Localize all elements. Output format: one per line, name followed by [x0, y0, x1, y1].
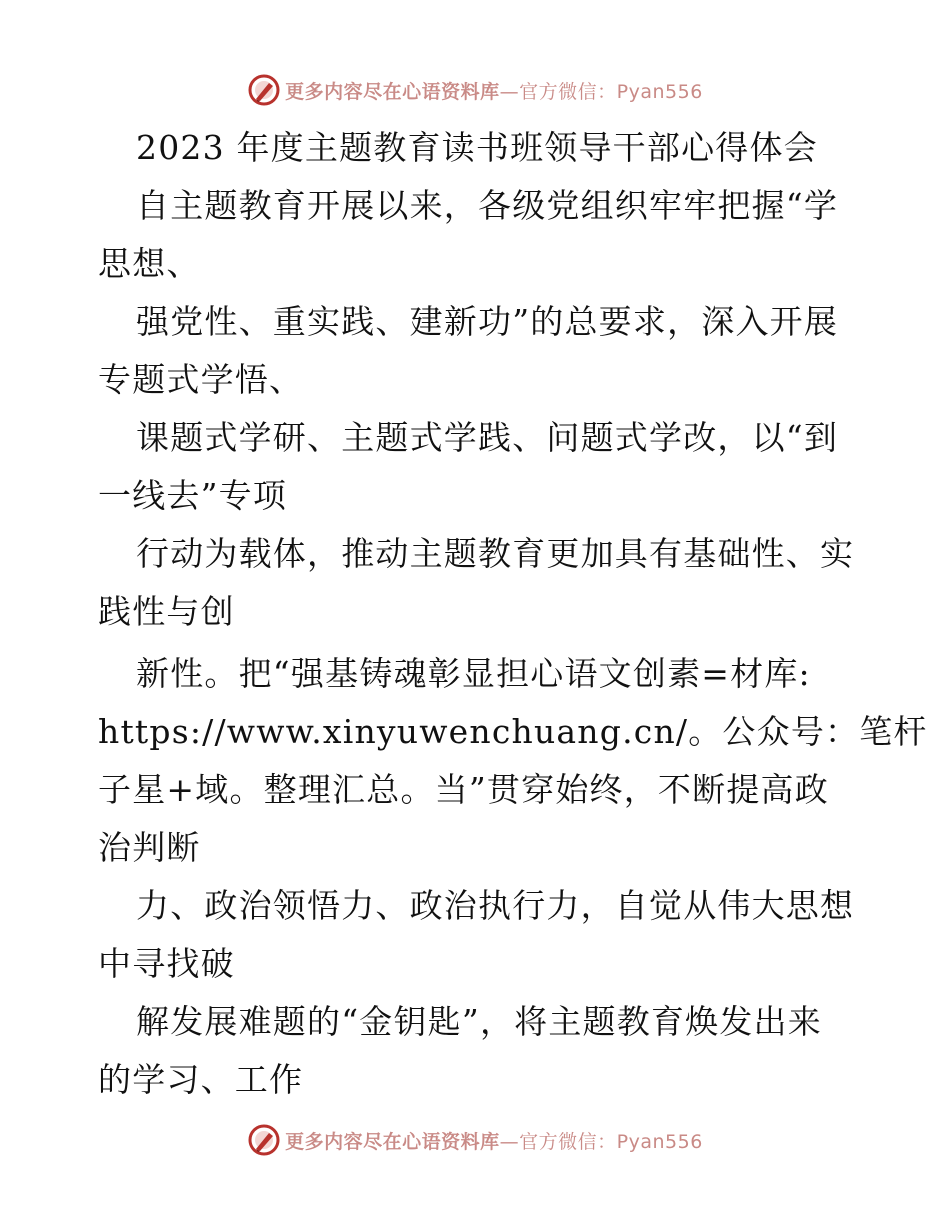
paragraph-line: 的学习、工作 — [98, 1060, 304, 1099]
paragraph-line: 子星+域。整理汇总。当”贯穿始终，不断提高政 — [98, 770, 829, 809]
paragraph-line: 新性。把“强基铸魂彰显担心语文创素=材库: — [136, 654, 811, 693]
paragraph-line: 强党性、重实践、建新功”的总要求，深入开展 — [136, 302, 839, 341]
paragraph-line: 治判断 — [98, 828, 201, 867]
paragraph-line: 解发展难题的“金钥匙”，将主题教育焕发出来 — [136, 1002, 822, 1041]
footer-banner — [0, 1120, 950, 1160]
paragraph-line: 践性与创 — [98, 592, 235, 631]
paragraph-line: 行动为载体，推动主题教育更加具有基础性、实 — [136, 534, 855, 573]
paragraph-line: 专题式学悟、 — [98, 360, 304, 399]
banner-text: 更多内容尽在心语资料库—官方微信：Pyan556 — [285, 80, 703, 103]
paragraph-line: 课题式学研、主题式学践、问题式学改，以“到 — [136, 418, 839, 457]
paragraph-line: 自主题教育开展以来，各级党组织牢牢把握“学 — [136, 186, 839, 225]
pen-logo-icon — [247, 73, 281, 107]
header-banner — [0, 70, 950, 110]
paragraph-line: 一线去”专项 — [98, 476, 288, 515]
pen-logo-icon — [247, 1123, 281, 1157]
paragraph-line: 中寻找破 — [98, 944, 235, 983]
banner-text: 更多内容尽在心语资料库—官方微信：Pyan556 — [285, 1130, 703, 1153]
paragraph-line: 力、政治领悟力、政治执行力，自觉从伟大思想 — [136, 886, 855, 925]
paragraph-line: 思想、 — [98, 244, 201, 283]
document-title: 2023 年度主题教育读书班领导干部心得体会 — [136, 128, 818, 167]
paragraph-line: https://www.xinyuwenchuang.cn/。公众号：笔杆 — [98, 712, 928, 751]
